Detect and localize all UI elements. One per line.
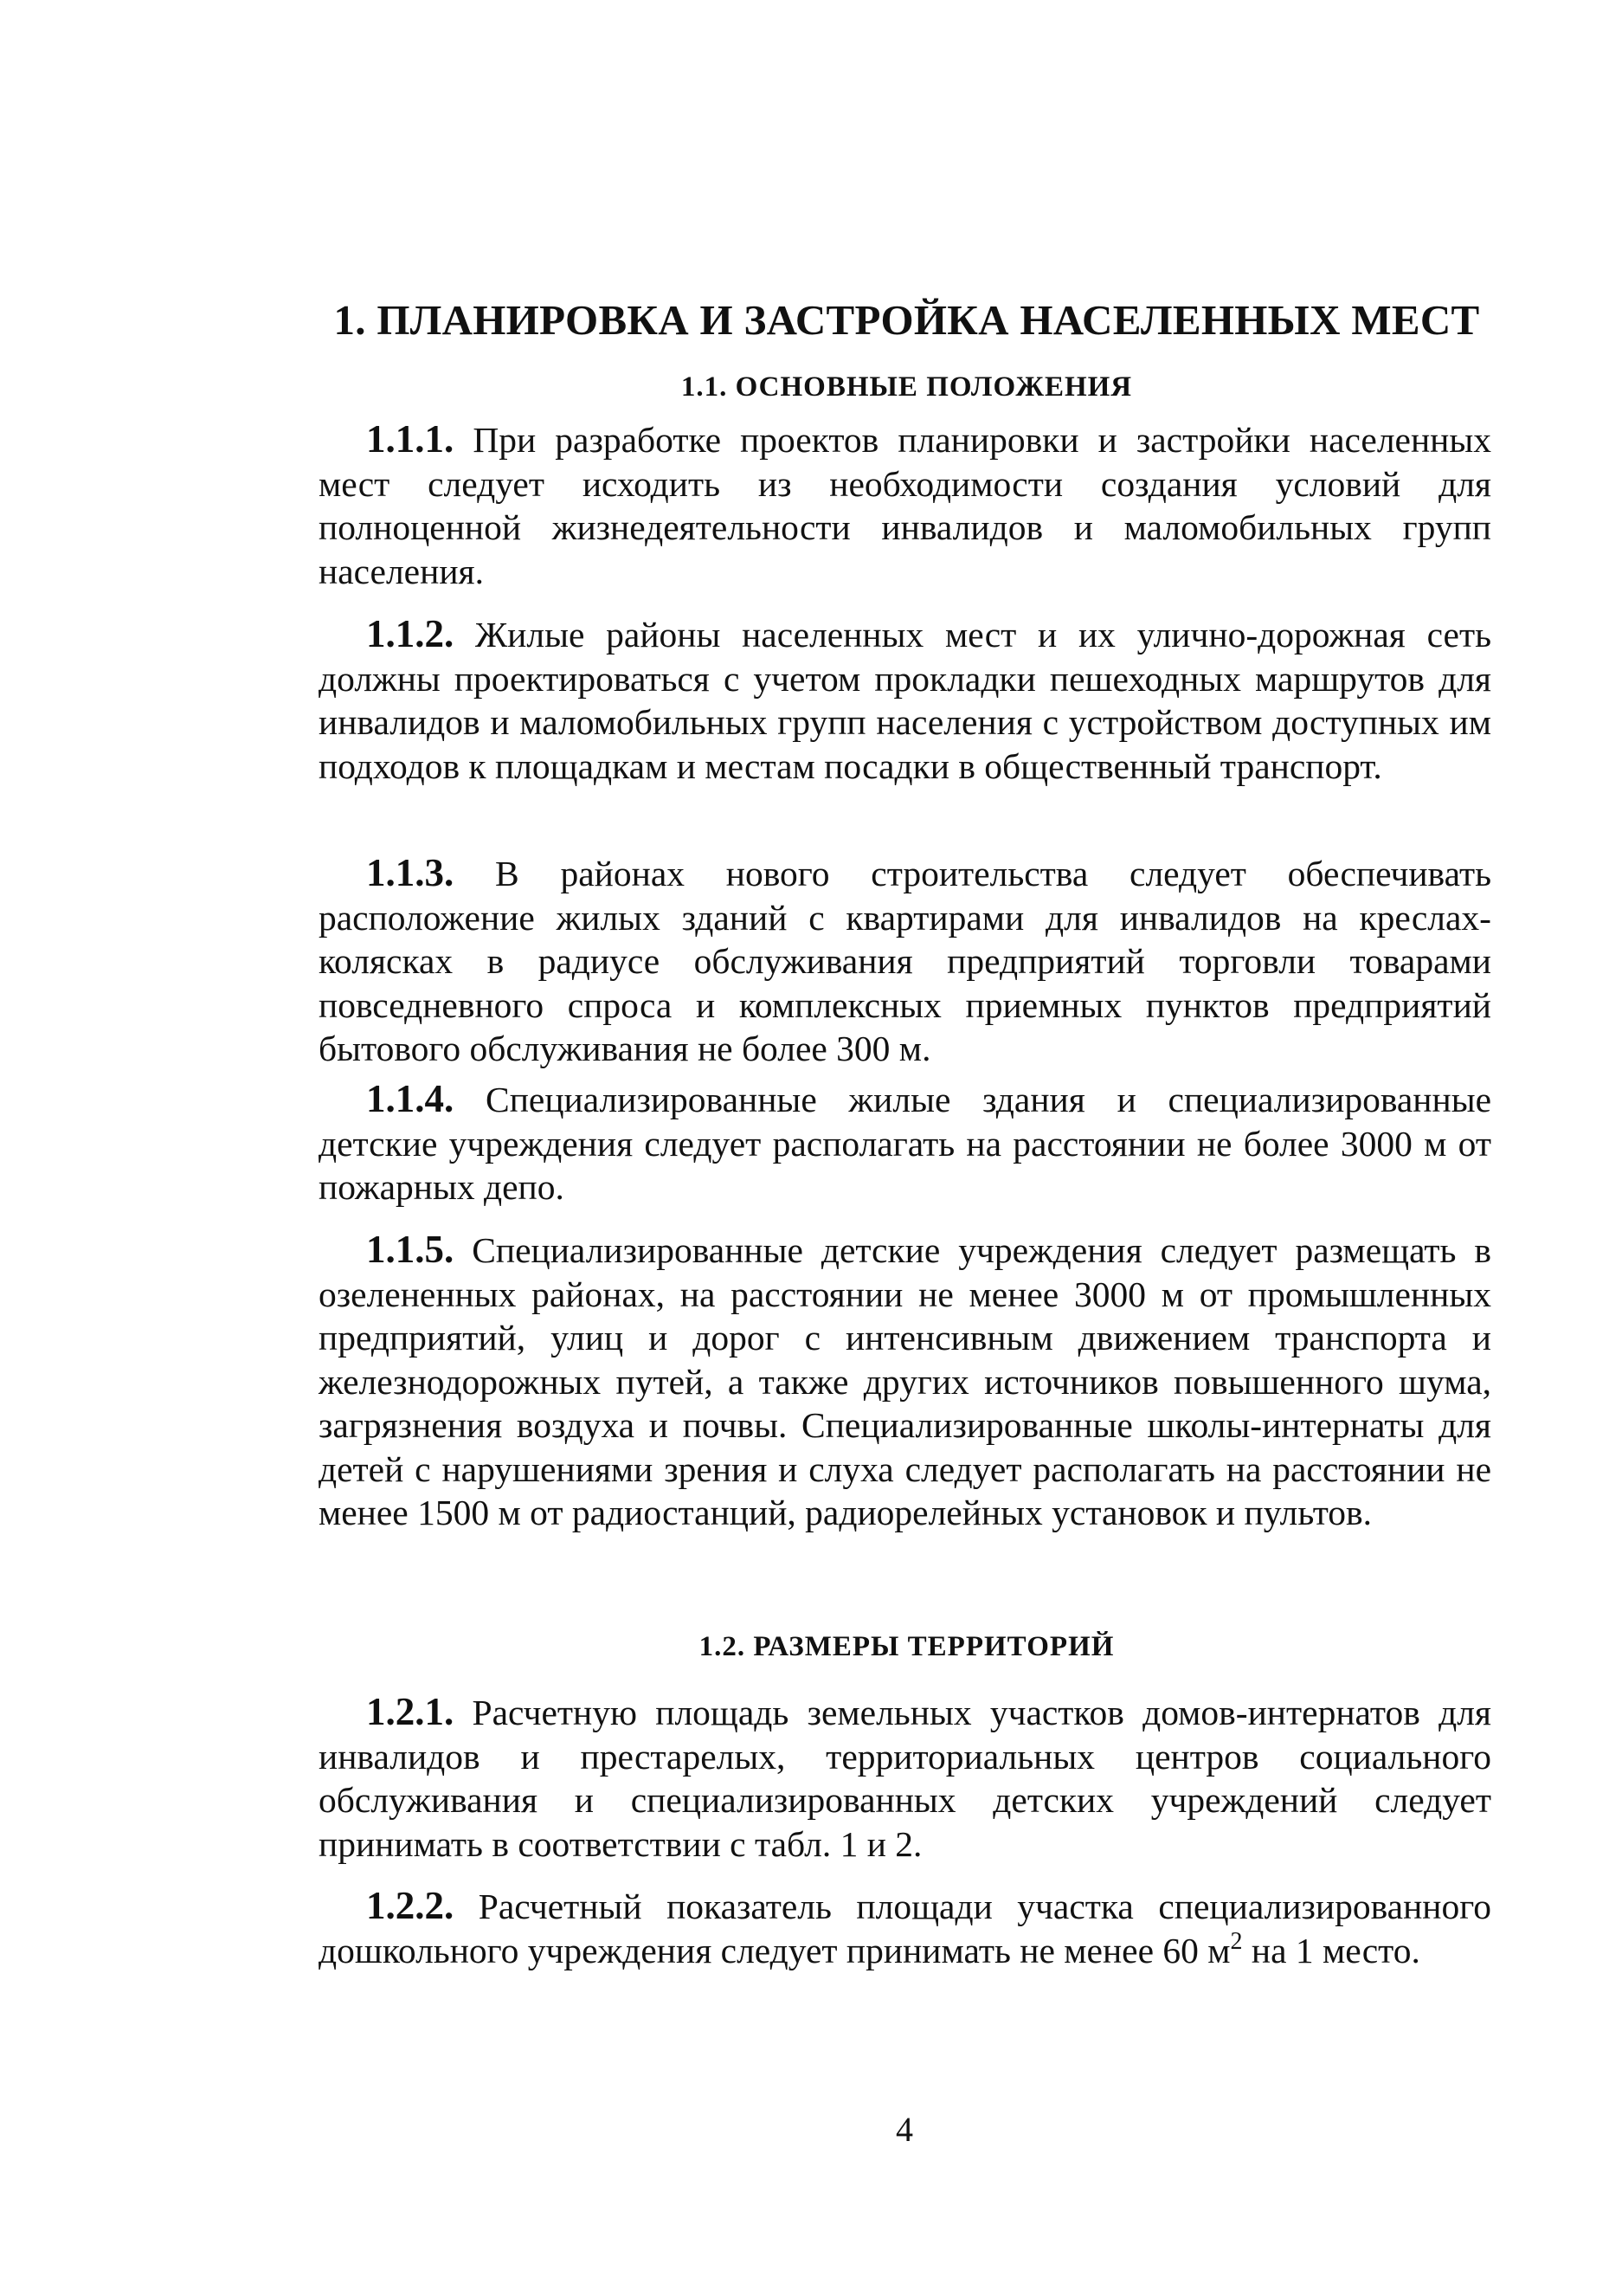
- section-heading: 1.1. ОСНОВНЫЕ ПОЛОЖЕНИЯ: [680, 371, 1133, 403]
- clause-number: 1.1.4.: [366, 1077, 454, 1120]
- chapter-title: 1. ПЛАНИРОВКА И ЗАСТРОЙКА НАСЕЛЕННЫХ МЕСТ: [333, 296, 1480, 344]
- clause-text: При разработке проектов планировки и застройки населенных мест следует исходить из необходимости создания условий для полноценной жизнедеятельности инвалидов и маломобильных групп населения.: [319, 420, 1492, 591]
- clause-number: 1.1.1.: [366, 417, 454, 461]
- clause-paragraph: [319, 1884, 1491, 1972]
- clause-paragraph: [319, 1228, 1491, 1535]
- clause-text: Специализированные жилые здания и специализированные детские учреждения следует располагать на расстоянии не более 3000 м от пожарных депо.: [319, 1080, 1492, 1207]
- clause-paragraph: [319, 1690, 1491, 1866]
- clause-paragraph: [319, 1077, 1491, 1209]
- clause-text: Расчетную площадь земельных участков домов-интернатов для инвалидов и престарелых, территориальных центров социального обслуживания и специализированных детских учреждений следует принимать в соответствии с табл. 1 и 2.: [319, 1693, 1491, 1864]
- clause-number: 1.1.5.: [366, 1228, 454, 1271]
- clause-paragraph: [319, 417, 1491, 593]
- clause-number: 1.1.2.: [366, 612, 454, 655]
- clause-text-after: на 1 место.: [1242, 1930, 1420, 1970]
- page-number: 4: [896, 2110, 913, 2149]
- clause-paragraph: [319, 612, 1491, 788]
- clause-text: Специализированные детские учреждения следует размещать в озелененных районах, на расстоянии не менее 3000 м от промышленных предприятий, улиц и дорог с интенсивным движением транспорта и железнодорожных путей, а также других источников повышенного шума, загрязнения воздуха и почвы. Специализированные школы-интернаты для детей с нарушениями зрения и слуха следует располагать на расстоянии не менее 1500 м от радиостанций, радиорелейных установок и пультов.: [319, 1230, 1492, 1532]
- clause-paragraph: [319, 851, 1491, 1071]
- clause-number: 1.1.3.: [366, 851, 454, 894]
- clause-number: 1.2.2.: [366, 1884, 454, 1927]
- section-heading: 1.2. РАЗМЕРЫ ТЕРРИТОРИЙ: [698, 1631, 1115, 1662]
- clause-number: 1.2.1.: [366, 1690, 454, 1733]
- clause-text: Жилые районы населенных мест и их улично-дорожная сеть должны проектироваться с учетом прокладки пешеходных маршрутов для инвалидов и маломобильных групп населения с устройством доступных им подходов к площадкам и местам посадки в общественный транспорт.: [319, 615, 1492, 786]
- clause-text: Расчетный показатель площади участка специализированного дошкольного учреждения следует принимать не менее 60 м: [319, 1886, 1492, 1970]
- superscript: 2: [1230, 1927, 1243, 1955]
- clause-text: В районах нового строительства следует обеспечивать расположение жилых зданий с квартирами для инвалидов на креслах-колясках в радиусе обслуживания предприятий торговли товарами повседневного спроса и комплексных приемных пунктов предприятий бытового обслуживания не более 300 м.: [319, 854, 1492, 1068]
